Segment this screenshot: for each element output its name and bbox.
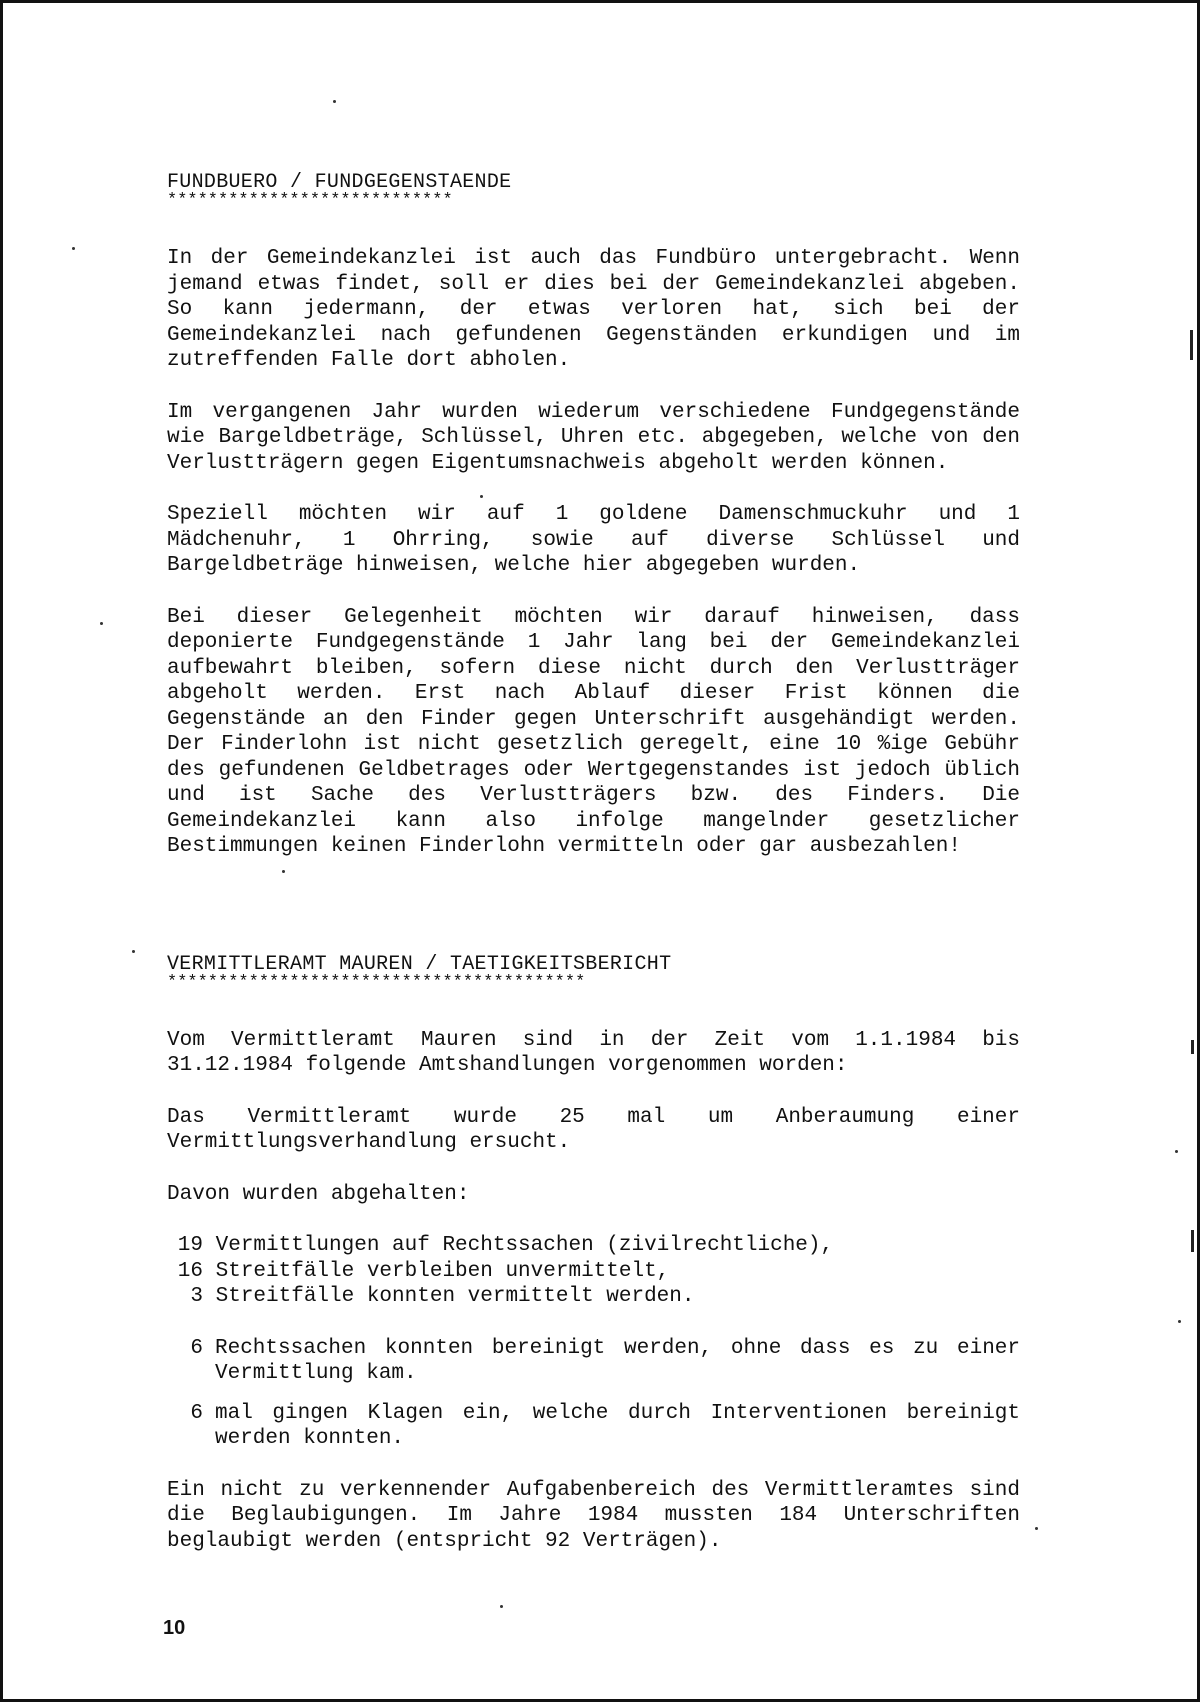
paragraph: Bei dieser Gelegenheit möchten wir darauf hinweisen, dass deponierte Fundgegenstände 1 Jahr lang bei der Gemeindekanzlei aufbewahrt bleiben, sofern diese nicht durch den Verlustträger abgeholt werden. Erst nach Ablauf dieser Frist können die Gegenstände an den Finder gegen Unterschrift ausgehändigt werden. Der Finderlohn ist nicht gesetzlich geregelt, eine 10 %ige Gebühr des gefundenen Geldbetrages oder Wertgegenstandes ist jedoch üblich und ist Sache des Verlustträgers bzw. des Finders. Die Gemeindekanzlei kann also infolge mangelnder gesetzlicher Bestimmungen keinen Finderlohn vermitteln oder gar ausbezahlen! — [167, 605, 1020, 858]
list-item-text: mal gingen Klagen ein, welche durch Interventionen bereinigt werden konnten. — [215, 1401, 1020, 1450]
list-item — [167, 1401, 1020, 1452]
paragraph: Vom Vermittleramt Mauren sind in der Zeit vom 1.1.1984 bis 31.12.1984 folgende Amtshandlungen vorgenommen worden: — [167, 1028, 1020, 1077]
section-fundbuero — [167, 172, 1020, 860]
section-heading: FUNDBUERO / FUNDGEGENSTAENDE — [167, 171, 512, 194]
list-item — [167, 1233, 1020, 1259]
scan-speck — [1035, 1527, 1038, 1530]
scan-speck — [1178, 1320, 1181, 1323]
list-item-text: Rechtssachen konnten bereinigt werden, ohne dass es zu einer Vermittlung kam. — [215, 1336, 1020, 1385]
list-item — [167, 1259, 1020, 1285]
list-item-number: 16 — [177, 1259, 203, 1283]
list-item-number: 6 — [190, 1336, 203, 1360]
paragraph: Davon wurden abgehalten: — [167, 1182, 470, 1206]
heading-underline: ***************************************** — [167, 972, 586, 992]
list-item-number: 6 — [190, 1401, 203, 1425]
section-vermittleramt — [167, 954, 1020, 1555]
scan-edge-mark — [1190, 330, 1193, 360]
list-item-number: 19 — [177, 1234, 203, 1257]
section-heading: VERMITTLERAMT MAUREN / TAETIGKEITSBERICHT — [167, 952, 672, 976]
scan-speck — [500, 1605, 503, 1608]
heading-underline: **************************** — [167, 191, 453, 210]
scan-edge-mark — [1191, 1230, 1194, 1252]
page-number: 10 — [163, 1617, 186, 1639]
paragraph: Im vergangenen Jahr wurden wiederum verschiedene Fundgegenstände wie Bargeldbeträge, Schlüssel, Uhren etc. abgegeben, welche von den Verlustträgern gegen Eigentumsnachweis abgeholt werden können. — [167, 400, 1020, 475]
scan-speck — [100, 622, 103, 625]
section-spacer — [167, 886, 1020, 954]
scan-edge-mark — [1191, 1040, 1194, 1054]
paragraph: Das Vermittleramt wurde 25 mal um Anberaumung einer Vermittlungsverhandlung ersucht. — [167, 1105, 1020, 1154]
scan-speck — [132, 950, 135, 953]
paragraph: Speziell möchten wir auf 1 goldene Damenschmuckuhr und 1 Mädchenuhr, 1 Ohrring, sowie auf diverse Schlüssel und Bargeldbeträge hinweisen, welche hier abgegeben wurden. — [167, 503, 1020, 577]
document-body — [167, 172, 1020, 1580]
list-item-text: Streitfälle verbleiben unvermittelt, — [215, 1259, 670, 1283]
scan-speck — [72, 247, 75, 250]
held-list — [167, 1233, 1020, 1310]
scan-speck — [1175, 1150, 1178, 1153]
list-item-text: Vermittlungen auf Rechtssachen (zivilrechtliche), — [215, 1234, 834, 1257]
scan-speck — [333, 100, 336, 103]
list-item — [167, 1284, 1020, 1310]
list-item — [167, 1336, 1020, 1387]
list-item-number: 3 — [190, 1285, 203, 1308]
paragraph: Ein nicht zu verkennender Aufgabenbereich des Vermittleramtes sind die Beglaubigungen. Im Jahre 1984 mussten 184 Unterschriften beglaubigt werden (entspricht 92 Verträgen). — [167, 1478, 1020, 1553]
list-item-text: Streitfälle konnten vermittelt werden. — [215, 1285, 695, 1308]
paragraph: In der Gemeindekanzlei ist auch das Fundbüro untergebracht. Wenn jemand etwas findet, soll er dies bei der Gemeindekanzlei abgeben. So kann jedermann, der etwas verloren hat, sich bei der Gemeindekanzlei nach gefundenen Gegenständen erkundigen und im zutreffenden Falle dort abholen. — [167, 247, 1020, 372]
